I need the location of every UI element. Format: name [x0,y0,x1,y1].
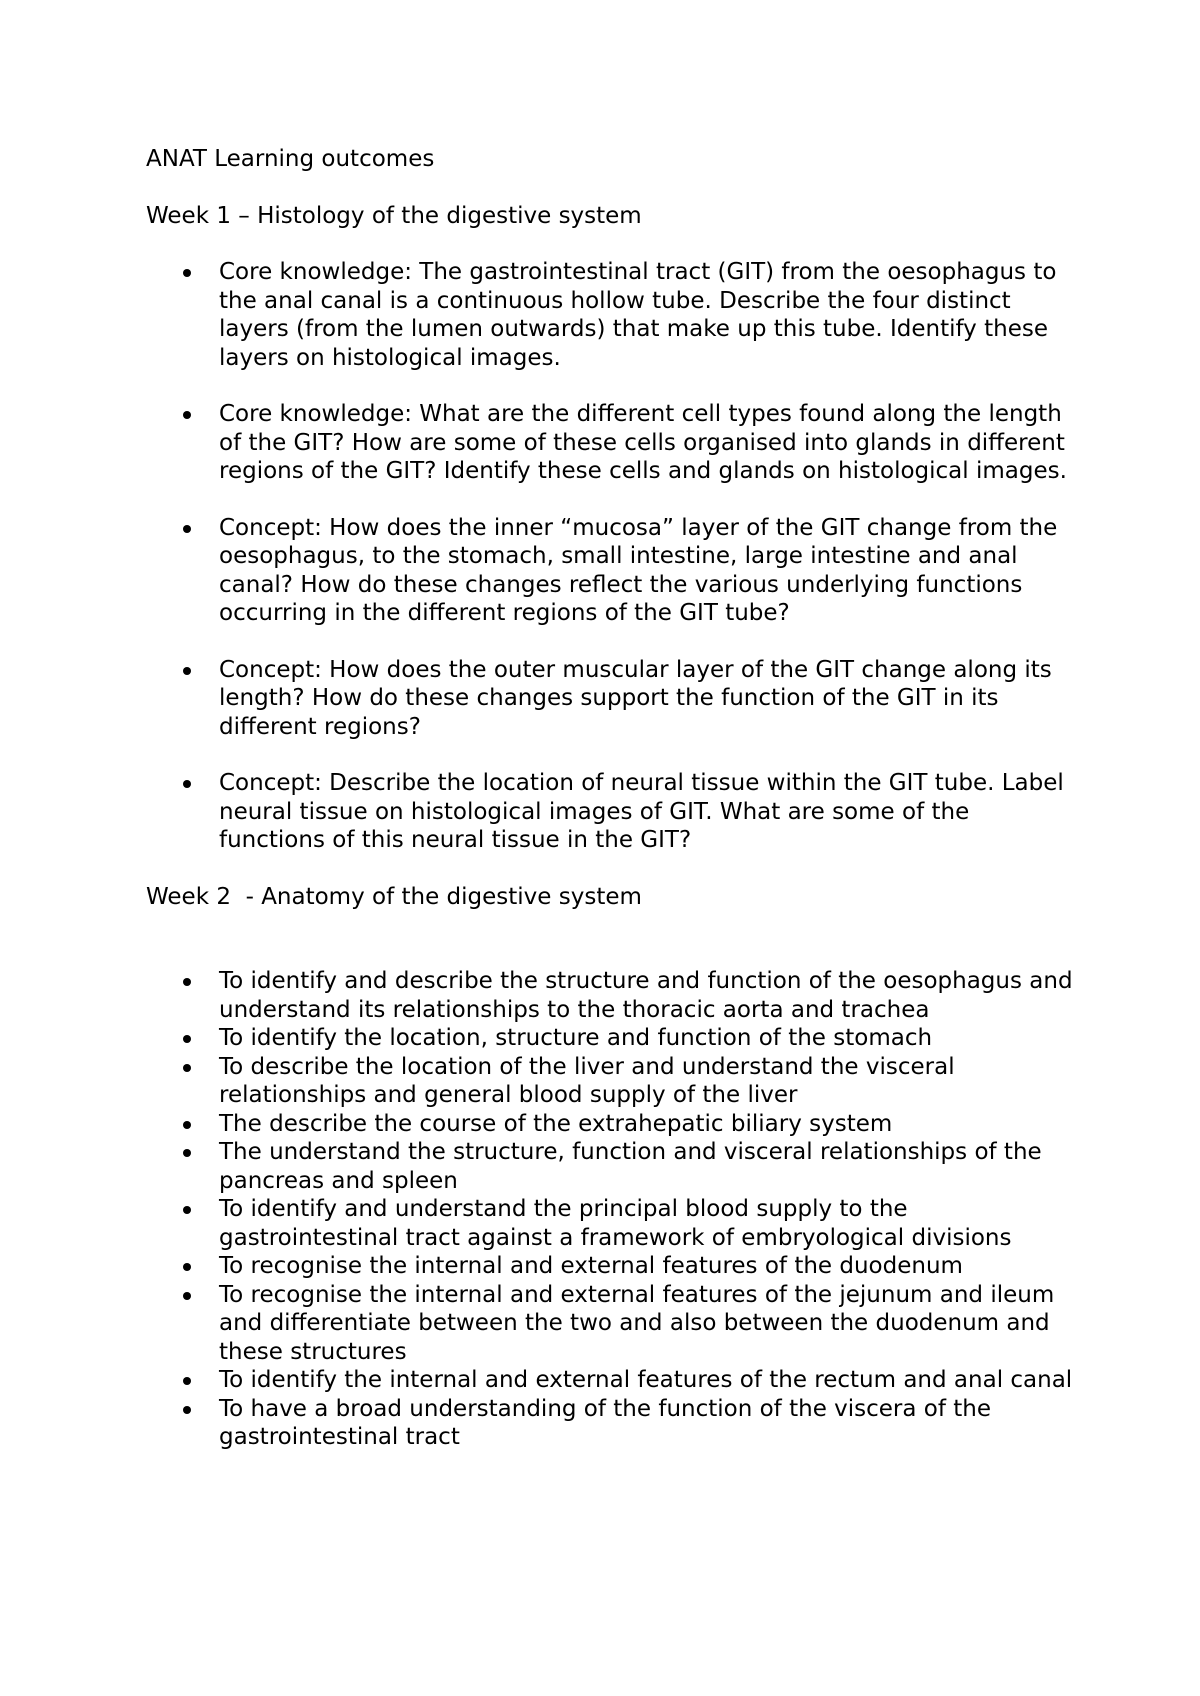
list-item [146,1024,1076,1053]
bullet-icon [183,1263,191,1271]
list-item-text: Core knowledge: The gastrointestinal tract (GIT) from the oesophagus to the anal canal is a continuous hollow tube. Describe the four distinct layers (from the lumen outwards) that make up this tube. Identify these layers on histological images. [219,259,1057,371]
list-item-text: The describe the course of the extrahepatic biliary system [219,1110,893,1137]
week1-outcome-list [146,258,1076,855]
list-item-text: To identify and understand the principal blood supply to the gastrointestinal tract against a framework of embryological divisions [219,1196,1012,1251]
week1-heading: Week 1 – Histology of the digestive system [146,202,642,229]
bullet-icon [183,1292,191,1300]
list-item-text: The understand the structure, function and visceral relationships of the pancreas and spleen [219,1139,1042,1194]
document-title: ANAT Learning outcomes [146,146,435,172]
list-item-text: Core knowledge: What are the different cell types found along the length of the GIT? How are some of these cells organised into glands in different regions of the GIT? Identify these cells and glands on histological images. [219,401,1067,484]
list-item [146,967,1076,1024]
list-item-text: To describe the location of the liver and understand the visceral relationships and general blood supply of the liver [219,1053,955,1108]
list-item [146,1053,1076,1110]
bullet-icon [183,978,191,986]
bullet-icon [183,525,191,533]
list-item-text: To identify the internal and external features of the rectum and anal canal [219,1367,1073,1393]
week2-outcome-list [146,967,1076,1452]
bullet-icon [183,1206,191,1214]
bullet-icon [183,1064,191,1072]
list-item [146,769,1076,855]
list-item-text: Concept: Describe the location of neural tissue within the GIT tube. Label neural tissue on histological images of GIT. What are some of the functions of this neural tissue in the GIT? [219,770,1064,853]
list-item-text: To have a broad understanding of the function of the viscera of the gastrointestinal tract [219,1395,992,1450]
bullet-icon [183,1149,191,1157]
list-item-text: To identify and describe the structure and function of the oesophagus and understand its relationships to the thoracic aorta and trachea [219,968,1073,1023]
list-item-text: Concept: How does the inner “mucosa” layer of the GIT change from the oesophagus, to the stomach, small intestine, large intestine and anal canal? How do these changes reflect the various underlying functions occurring in the different regions of the GIT tube? [219,514,1058,626]
list-item [146,1252,1076,1281]
bullet-icon [183,269,191,277]
list-item [146,514,1076,628]
bullet-icon [183,780,191,788]
list-item [146,656,1076,742]
list-item [146,1366,1076,1395]
week2-heading: Week 2 - Anatomy of the digestive system [146,883,642,910]
bullet-icon [183,1406,191,1414]
bullet-icon [183,667,191,675]
list-item [146,258,1076,372]
bullet-icon [183,411,191,419]
list-item-text: To recognise the internal and external features of the jejunum and ileum and differentiate between the two and also between the duodenum and these structures [219,1281,1055,1365]
bullet-icon [183,1377,191,1385]
list-item [146,400,1076,486]
list-item [146,1110,1076,1139]
document-body [146,145,1076,1452]
list-item-text: To recognise the internal and external features of the duodenum [219,1253,963,1279]
list-item-text: Concept: How does the outer muscular layer of the GIT change along its length? How do these changes support the function of the GIT in its different regions? [219,656,1052,740]
bullet-icon [183,1121,191,1129]
list-item [146,1195,1076,1252]
bullet-icon [183,1035,191,1043]
list-item [146,1138,1076,1195]
list-item-text: To identify the location, structure and function of the stomach [219,1025,933,1051]
list-item [146,1281,1076,1367]
list-item [146,1395,1076,1452]
